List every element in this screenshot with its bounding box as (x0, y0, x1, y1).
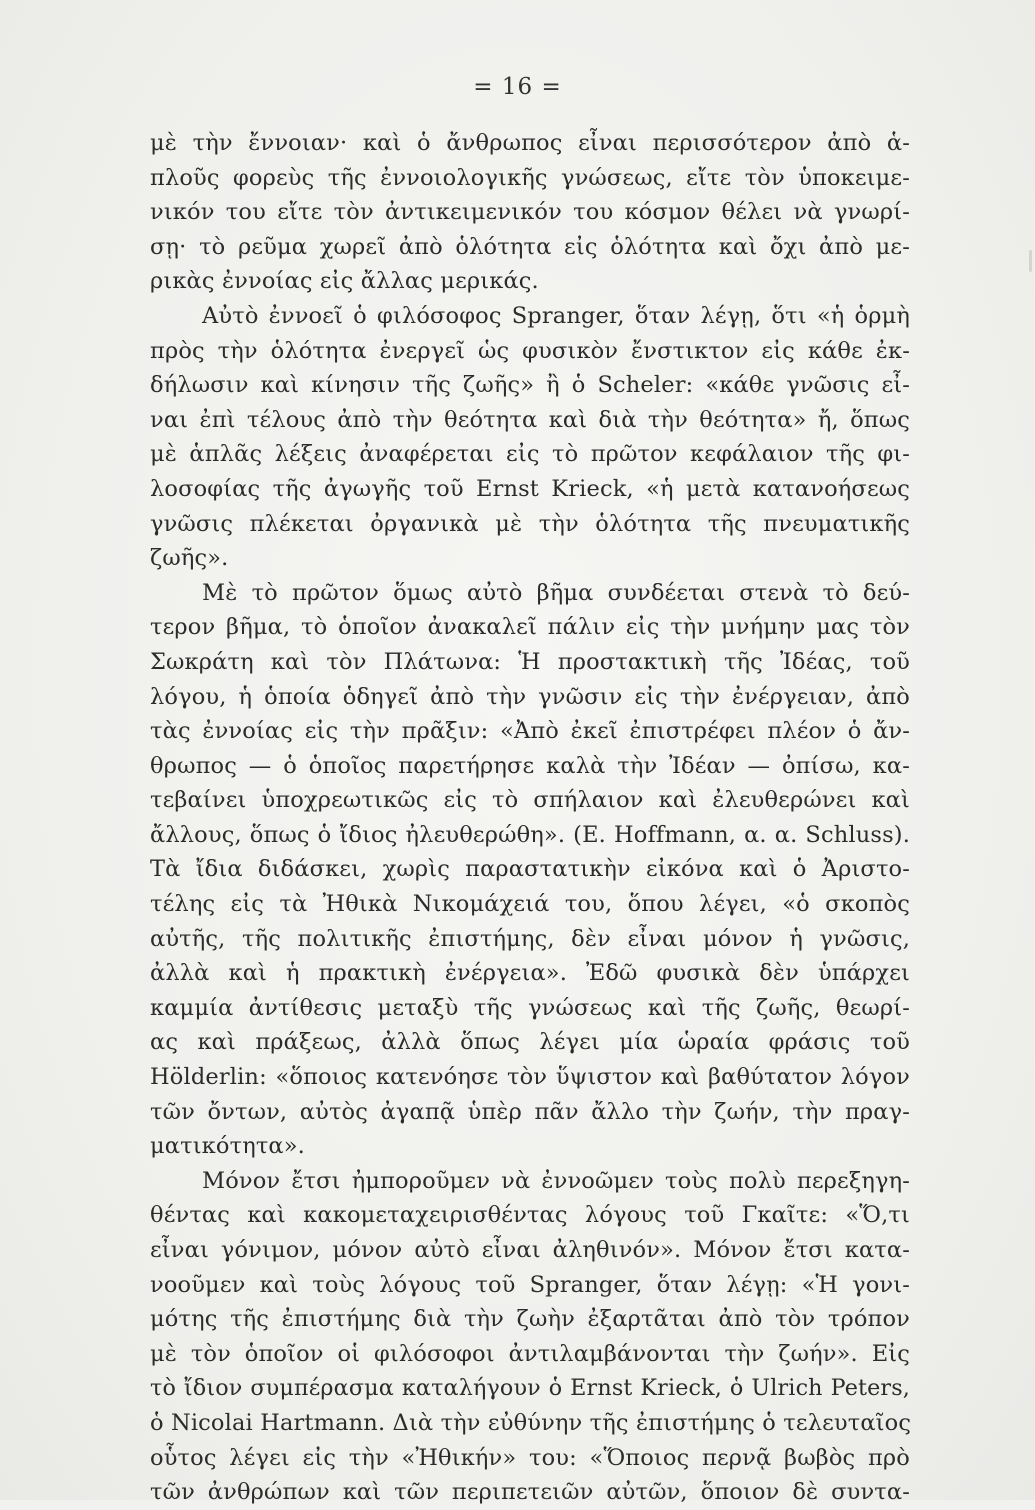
text-line: ματικότητα». (150, 1133, 305, 1160)
text-line: ζωῆς». (150, 545, 229, 572)
text-line: εἶναι γόνιμον, μόνον αὐτὸ εἶναι ἀληθινόν». Μόνον ἔτσι κατα- (150, 1237, 910, 1263)
text-line: Μόνον ἔτσι ἠμποροῦμεν νὰ ἐννοῶμεν τοὺς πολὺ περεξηγη- (202, 1167, 910, 1194)
text-line: σῃ· τὸ ρεῦμα χωρεῖ ἀπὸ ὁλότητα εἰς ὁλότητα καὶ ὄχι ἀπὸ με- (150, 233, 910, 260)
text-line: οὗτος λέγει εἰς τὴν «Ἠθικήν» του: «Ὅποιος περνᾷ βωβὸς πρὸ (150, 1444, 910, 1471)
text-line: τῶν ἀνθρώπων καὶ τῶν περιπετειῶν αὐτῶν, ὅποιον δὲ συντα- (150, 1479, 910, 1506)
text-line: λοσοφίας τῆς ἀγωγῆς τοῦ Ernst Krieck, «ἡ μετὰ κατανοήσεως (150, 475, 910, 502)
body-text (150, 126, 910, 1510)
text-line: ἄλλους, ὅπως ὁ ἴδιος ἠλευθερώθη». (E. Hoffmann, α. α. Schluss). (150, 821, 910, 848)
text-line: θρωπος — ὁ ὁποῖος παρετήρησε καλὰ τὴν Ἰδέαν — ὀπίσω, κα- (150, 752, 910, 779)
page-number: = 16 = (473, 74, 562, 100)
text-line: μὲ τὸν ὁποῖον οἱ φιλόσοφοι ἀντιλαμβάνονται τὴν ζωήν». Εἰς (150, 1340, 910, 1367)
text-line: θέντας καὶ κακομεταχειρισθέντας λόγους τοῦ Γκαῖτε: «Ὅ,τι (150, 1202, 910, 1229)
text-line: ὁ Nicolai Hartmann. Διὰ τὴν εὐθύνην τῆς ἐπιστήμης ὁ τελευταῖος (150, 1409, 912, 1436)
text-line: Τὰ ἴδια διδάσκει, χωρὶς παραστατικὴν εἰκόνα καὶ ὁ Ἀριστο- (150, 856, 910, 883)
text-line: καμμία ἀντίθεσις μεταξὺ τῆς γνώσεως καὶ τῆς ζωῆς, θεωρί- (150, 994, 910, 1021)
text-line: γνῶσις πλέκεται ὀργανικὰ μὲ τὴν ὁλότητα τῆς πνευματικῆς (150, 510, 910, 537)
text-line: πρὸς τὴν ὁλότητα ἐνεργεῖ ὡς φυσικὸν ἔνστικτον εἰς κάθε ἐκ- (150, 337, 910, 364)
text-line: μὲ ἁπλᾶς λέξεις ἀναφέρεται εἰς τὸ πρῶτον κεφάλαιον τῆς φι- (150, 441, 910, 468)
text-line: Hölderlin: «ὅποιος κατενόησε τὸν ὕψιστον καὶ βαθύτατον λόγον (150, 1064, 910, 1091)
text-line: τὰς ἐννοίας εἰς τὴν πρᾶξιν: «Ἀπὸ ἐκεῖ ἐπιστρέφει πλέον ὁ ἄν- (150, 718, 910, 745)
text-line: νικόν του εἴτε τὸν ἀντικειμενικόν του κόσμον θέλει νὰ γνωρί- (150, 199, 910, 226)
text-line: ἀλλὰ καὶ ἡ πρακτικὴ ἐνέργεια». Ἐδῶ φυσικὰ δὲν ὑπάρχει (150, 960, 910, 987)
text-line: ας καὶ πράξεως, ἀλλὰ ὅπως λέγει μία ὡραία φράσις τοῦ (150, 1029, 910, 1056)
text-line: δήλωσιν καὶ κίνησιν τῆς ζωῆς» ἢ ὁ Scheler: «κάθε γνῶσις εἶ- (150, 372, 910, 399)
text-line: Σωκράτη καὶ τὸν Πλάτωνα: Ἡ προστακτικὴ τῆς Ἰδέας, τοῦ (150, 648, 910, 675)
text-line: τεβαίνει ὑποχρεωτικῶς εἰς τὸ σπήλαιον καὶ ἐλευθερώνει καὶ (150, 787, 910, 814)
text-line: αὐτῆς, τῆς πολιτικῆς ἐπιστήμης, δὲν εἶναι μόνον ἡ γνῶσις, (150, 925, 910, 952)
text-line: νοοῦμεν καὶ τοὺς λόγους τοῦ Spranger, ὅταν λέγῃ: «Ἡ γονι- (150, 1271, 910, 1298)
text-line: Αὐτὸ ἐννοεῖ ὁ φιλόσοφος Spranger, ὅταν λέγῃ, ὅτι «ἡ ὁρμὴ (202, 302, 910, 329)
text-line: λόγου, ἡ ὁποία ὁδηγεῖ ἀπὸ τὴν γνῶσιν εἰς τὴν ἐνέργειαν, ἀπὸ (150, 683, 910, 710)
text-line: τῶν ὄντων, αὐτὸς ἀγαπᾷ ὑπὲρ πᾶν ἄλλο τὴν ζωήν, τὴν πραγ- (150, 1098, 910, 1125)
text-line: Μὲ τὸ πρῶτον ὅμως αὐτὸ βῆμα συνδέεται στενὰ τὸ δεύ- (202, 579, 910, 606)
margin-mark (1029, 250, 1032, 272)
text-line: τερον βῆμα, τὸ ὁποῖον ἀνακαλεῖ πάλιν εἰς τὴν μνήμην μας τὸν (150, 614, 910, 641)
text-line: πλοῦς φορεὺς τῆς ἐννοιολογικῆς γνώσεως, εἴτε τὸν ὑποκειμε- (150, 164, 910, 191)
text-line: μότης τῆς ἐπιστήμης διὰ τὴν ζωὴν ἐξαρτᾶται ἀπὸ τὸν τρόπον (150, 1306, 910, 1333)
text-line: μὲ τὴν ἔννοιαν· καὶ ὁ ἄνθρωπος εἶναι περισσότερον ἀπὸ ἁ- (150, 130, 910, 156)
text-line: ρικὰς ἐννοίας εἰς ἄλλας μερικάς. (150, 268, 539, 295)
text-line: τὸ ἴδιον συμπέρασμα καταλήγουν ὁ Ernst Krieck, ὁ Ulrich Peters, (150, 1375, 910, 1402)
text-line: τέλης εἰς τὰ Ἠθικὰ Νικομάχειά του, ὅπου λέγει, «ὁ σκοπὸς (150, 891, 910, 918)
text-line: ναι ἐπὶ τέλους ἀπὸ τὴν θεότητα καὶ διὰ τὴν θεότητα» ἤ, ὅπως (150, 406, 910, 433)
